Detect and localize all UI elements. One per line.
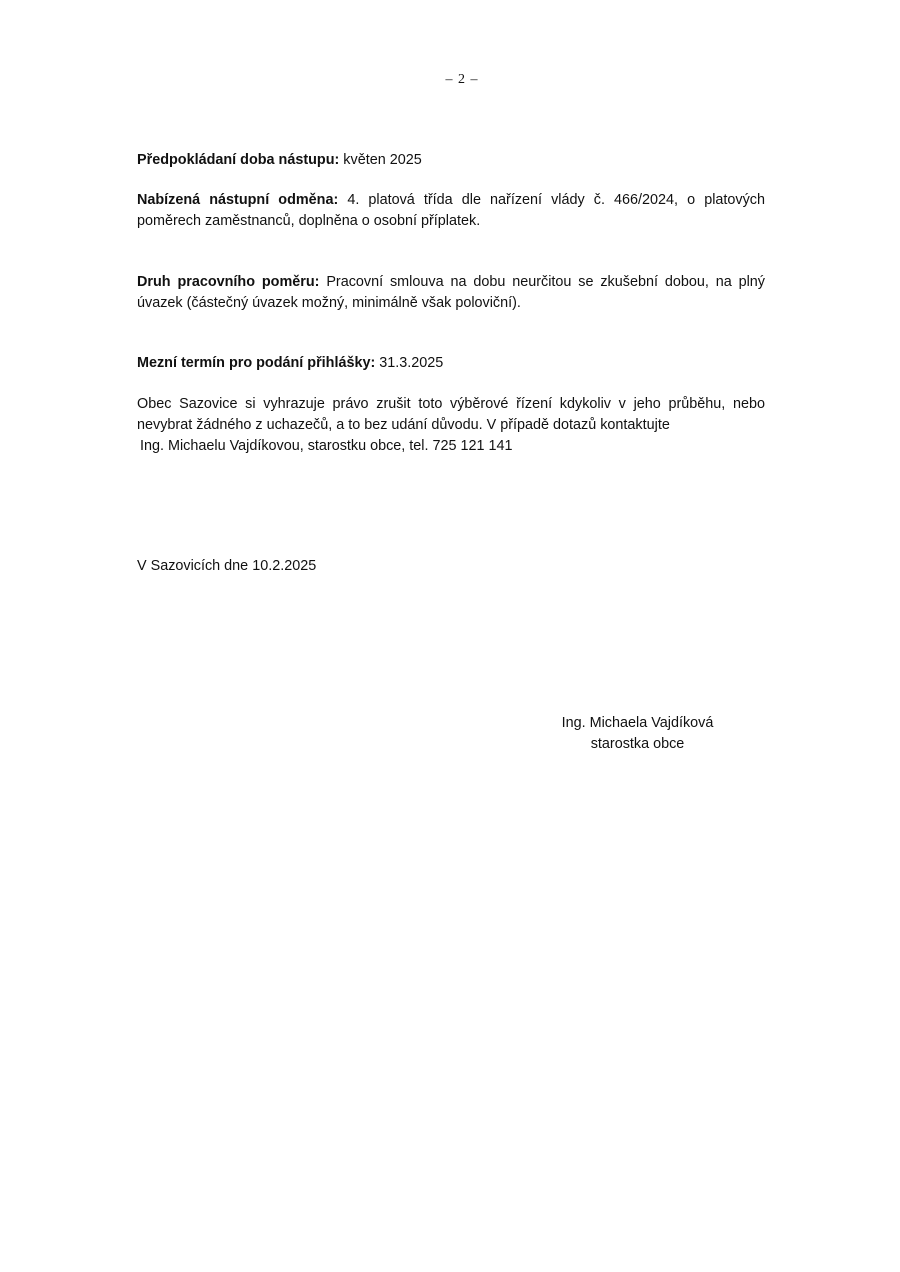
notice-line-2: nevybrat žádného z uchazečů, a to bez udání důvodu. V případě dotazů kontaktujte (137, 417, 670, 433)
start-date-label: Předpokládaní doba nástupu: (137, 152, 340, 168)
signature-name: Ing. Michaela Vajdíková (561, 715, 714, 731)
contract-line-1-text: Pracovní smlouva na dobu neurčitou se zkušební dobou, na plný (326, 274, 765, 290)
deadline-label: Mezní termín pro podání přihlášky: (137, 355, 376, 371)
deadline-value: 31.3.2025 (379, 355, 444, 371)
page-number: – 2 – (445, 72, 479, 87)
contract-section (137, 272, 765, 314)
signature-block (555, 713, 720, 755)
salary-label: Nabízená nástupní odměna: (137, 192, 339, 208)
start-date-section (137, 150, 765, 171)
signature-role: starostka obce (590, 736, 685, 752)
place-date: V Sazovicích dne 10.2.2025 (137, 558, 317, 574)
notice-line-1: Obec Sazovice si vyhrazuje právo zrušit toto výběrové řízení kdykoliv v jeho průběhu, nebo (137, 396, 765, 412)
deadline-section (137, 353, 765, 374)
salary-line-1 (137, 190, 765, 211)
notice-section (137, 394, 765, 457)
salary-section (137, 190, 765, 232)
contract-line-1 (137, 272, 765, 293)
salary-line-1-text: 4. platová třída dle nařízení vlády č. 466/2024, o platových (347, 192, 765, 208)
contract-line-2: úvazek (částečný úvazek možný, minimálně však poloviční). (137, 295, 521, 311)
notice-line-3: Ing. Michaelu Vajdíkovou, starostku obce, tel. 725 121 141 (140, 438, 513, 454)
start-date-value: květen 2025 (343, 152, 422, 168)
salary-line-2: poměrech zaměstnanců, doplněna o osobní příplatek. (137, 213, 481, 229)
contract-label: Druh pracovního poměru: (137, 274, 320, 290)
